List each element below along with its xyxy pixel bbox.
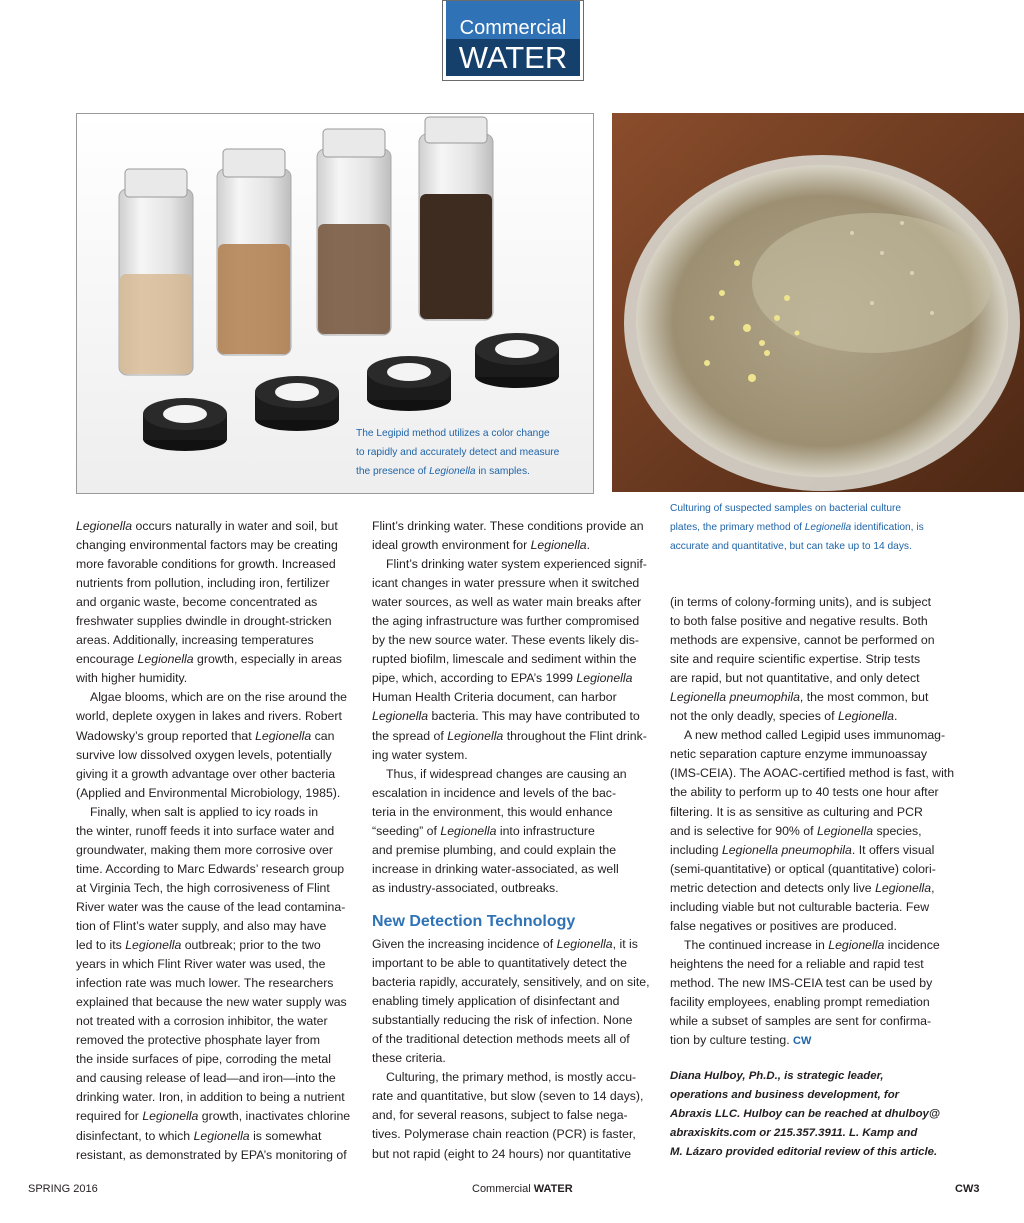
caption-line: to rapidly and accurately detect and measure	[356, 447, 560, 458]
text-line: the aging infrastructure was further compromised	[372, 614, 640, 629]
text-line: years in which Flint River water was used, the	[76, 957, 326, 972]
text-line: rupted biofilm, limescale and sediment within the	[372, 652, 637, 667]
text-line: icant changes in water pressure when it switched	[372, 576, 640, 591]
text-line: tion by culture testing. CW	[670, 1033, 812, 1048]
text-line: these criteria.	[372, 1051, 446, 1066]
text-line: explained that because the new water supply was	[76, 995, 347, 1010]
text-line: “seeding” of Legionella into infrastructure	[372, 823, 595, 838]
text-line: ideal growth environment for Legionella.	[372, 538, 591, 553]
text-line: Finally, when salt is applied to icy roads in	[90, 804, 319, 819]
author-bio	[670, 1067, 970, 1162]
footer-publication-bold: WATER	[533, 1183, 573, 1195]
text-line: abraxiskits.com or 215.357.3911. L. Kamp and	[670, 1127, 918, 1140]
text-line: as industry-associated, outbreaks.	[372, 880, 559, 895]
text-line: filtering. It is as sensitive as culturing and PCR	[670, 804, 923, 819]
text-line: important to be able to quantitatively detect the	[372, 956, 627, 971]
petri-photo-caption	[670, 499, 970, 556]
text-line: to both false positive and negative results. Both	[670, 614, 928, 629]
text-line: Abraxis LLC. Hulboy can be reached at dhulboy@	[670, 1108, 940, 1121]
text-line: groundwater, making them more corrosive over	[76, 842, 333, 857]
text-line: not treated with a corrosion inhibitor, the water	[76, 1014, 328, 1029]
text-line: Culturing, the primary method, is mostly accu-	[386, 1070, 637, 1085]
text-line: and premise plumbing, and could explain the	[372, 842, 617, 857]
text-line: increase in drinking water-associated, as well	[372, 861, 619, 876]
text-line: tives. Polymerase chain reaction (PCR) is faster,	[372, 1127, 636, 1142]
text-line: escalation in incidence and levels of the bac-	[372, 785, 617, 800]
text-line: pipe, which, according to EPA’s 1999 Legionella	[372, 671, 633, 686]
text-line: netic separation capture enzyme immunoassay	[670, 747, 927, 762]
article-column-3	[670, 593, 960, 1051]
text-line: (in terms of colony-forming units), and is subject	[670, 595, 932, 609]
section-heading: New Detection Technology	[372, 913, 576, 930]
text-line: and causing release of lead—and iron—into the	[76, 1071, 336, 1086]
text-line: Algae blooms, which are on the rise around the	[90, 690, 348, 705]
text-line: Diana Hulboy, Ph.D., is strategic leader,	[670, 1070, 884, 1082]
text-line: Legionella occurs naturally in water and soil, but	[76, 519, 338, 533]
text-line: Flint’s drinking water system experienced signif-	[386, 557, 647, 572]
text-line: drinking water. Iron, in addition to being a nutrient	[76, 1090, 345, 1105]
text-line: Thus, if widespread changes are causing an	[386, 766, 627, 781]
text-line: infection rate was much lower. The researchers	[76, 976, 334, 991]
text-line: River water was the cause of the lead contamina-	[76, 899, 346, 914]
text-line: led to its Legionella outbreak; prior to the two	[76, 938, 321, 953]
text-line: metric detection and detects only live Legionella,	[670, 880, 935, 895]
article-column-2	[372, 517, 657, 898]
text-line: the winter, runoff feeds it into surface water and	[76, 823, 335, 838]
text-line: changing environmental factors may be creating	[76, 538, 338, 553]
text-line: survive low dissolved oxygen levels, potentially	[76, 747, 332, 762]
text-line: M. Lázaro provided editorial review of this article.	[670, 1146, 938, 1159]
text-line: substantially reducing the risk of infection. None	[372, 1013, 633, 1028]
text-line: including Legionella pneumophila. It offers visual	[670, 842, 935, 857]
text-line: The continued increase in Legionella incidence	[684, 937, 940, 952]
text-line: but not rapid (eight to 24 hours) nor quantitative	[372, 1146, 632, 1161]
text-line: disinfectant, to which Legionella is somewhat	[76, 1128, 322, 1143]
text-line: bacteria rapidly, accurately, sensitively, and on site,	[372, 975, 650, 990]
text-line: Human Health Criteria document, can harbor	[372, 690, 617, 705]
text-line: Given the increasing incidence of Legionella, it is	[372, 937, 638, 951]
text-line: while a subset of samples are sent for confirma-	[670, 1014, 932, 1029]
text-line: more favorable conditions for growth. Increased	[76, 557, 336, 572]
text-line: removed the protective phosphate layer from	[76, 1033, 321, 1048]
text-line: freshwater supplies dwindle in drought-stricken	[76, 614, 332, 629]
masthead-bottom: WATER	[446, 39, 580, 76]
caption-line: The Legipid method utilizes a color change	[356, 428, 550, 439]
text-line: tion of Flint’s water supply, and also may have	[76, 918, 327, 933]
text-line: Legionella pneumophila, the most common, but	[670, 690, 929, 705]
text-line: (Applied and Environmental Microbiology, 1985).	[76, 785, 341, 800]
masthead-top: Commercial	[446, 1, 580, 39]
caption-line: the presence of Legionella in samples.	[356, 466, 530, 477]
text-line: site and require scientific expertise. Strip tests	[670, 652, 921, 667]
text-line: with higher humidity.	[76, 671, 188, 686]
text-line: at Virginia Tech, the high corrosiveness of Flint	[76, 880, 330, 895]
text-line: the spread of Legionella throughout the Flint drink-	[372, 728, 647, 743]
text-line: nutrients from pollution, including iron, fertilizer	[76, 576, 330, 591]
vials-photo-caption	[356, 424, 590, 481]
text-line: (semi-quantitative) or optical (quantitative) colori-	[670, 861, 936, 876]
text-line: ing water system.	[372, 747, 468, 762]
text-line: Flint’s drinking water. These conditions provide an	[372, 519, 644, 533]
caption-line: Culturing of suspected samples on bacterial culture	[670, 503, 902, 514]
text-line: encourage Legionella growth, especially in areas	[76, 652, 342, 667]
text-line: the inside surfaces of pipe, corroding the metal	[76, 1052, 331, 1067]
text-line: heightens the need for a reliable and rapid test	[670, 956, 924, 971]
text-line: not the only deadly, species of Legionella.	[670, 709, 898, 724]
text-line: teria in the environment, this would enhance	[372, 804, 613, 819]
text-line: resistant, as demonstrated by EPA’s monitoring of	[76, 1147, 347, 1162]
text-line: (IMS-CEIA). The AOAC-certified method is fast, with	[670, 766, 955, 781]
text-line: A new method called Legipid uses immunomag-	[684, 728, 946, 743]
text-line: and, for several reasons, subject to false nega-	[372, 1108, 628, 1123]
footer-page-number: CW3	[955, 1183, 980, 1195]
text-line: time. According to Marc Edwards’ research group	[76, 861, 345, 876]
text-line: rate and quantitative, but slow (seven to 14 days),	[372, 1089, 644, 1104]
petri-dish-photo	[612, 113, 1024, 492]
footer-publication	[472, 1183, 573, 1195]
text-line: by the new source water. These events likely dis-	[372, 633, 640, 648]
text-line: operations and business development, for	[670, 1089, 900, 1102]
text-line: facility employees, enabling prompt remediation	[670, 994, 930, 1009]
text-line: of the traditional detection methods meets all of	[372, 1032, 630, 1047]
footer-publication-light: Commercial	[472, 1183, 534, 1195]
text-line: world, deplete oxygen in lakes and rivers. Robert	[76, 709, 342, 724]
caption-line: accurate and quantitative, but can take up to 14 days.	[670, 541, 912, 552]
text-line: false negatives or positives are produced.	[670, 918, 897, 933]
text-line: the ability to perform up to 40 tests one hour after	[670, 785, 939, 800]
caption-line: plates, the primary method of Legionella identification, is	[670, 522, 924, 533]
petri-dish-illustration	[612, 113, 1024, 492]
text-line: and is selective for 90% of Legionella species,	[670, 823, 922, 838]
masthead-logo	[442, 0, 584, 81]
text-line: including viable but not culturable bacteria. Few	[670, 899, 930, 914]
text-line: method. The new IMS-CEIA test can be used by	[670, 975, 933, 990]
text-line: areas. Additionally, increasing temperatures	[76, 633, 314, 648]
article-column-2-continued	[372, 935, 657, 1164]
text-line: required for Legionella growth, inactivates chlorine	[76, 1109, 351, 1124]
text-line: enabling timely application of disinfectant and	[372, 994, 620, 1009]
text-line: are rapid, but not quantitative, and only detect	[670, 671, 920, 686]
text-line: water sources, as well as water main breaks after	[372, 595, 642, 610]
article-column-1	[76, 517, 361, 1165]
text-line: Legionella bacteria. This may have contributed to	[372, 709, 640, 724]
text-line: giving it a growth advantage over other bacteria	[76, 766, 336, 781]
text-line: Wadowsky’s group reported that Legionella can	[76, 728, 335, 743]
text-line: methods are expensive, cannot be performed on	[670, 633, 935, 648]
footer-issue-date: SPRING 2016	[28, 1183, 98, 1195]
text-line: and organic waste, become concentrated as	[76, 595, 318, 610]
